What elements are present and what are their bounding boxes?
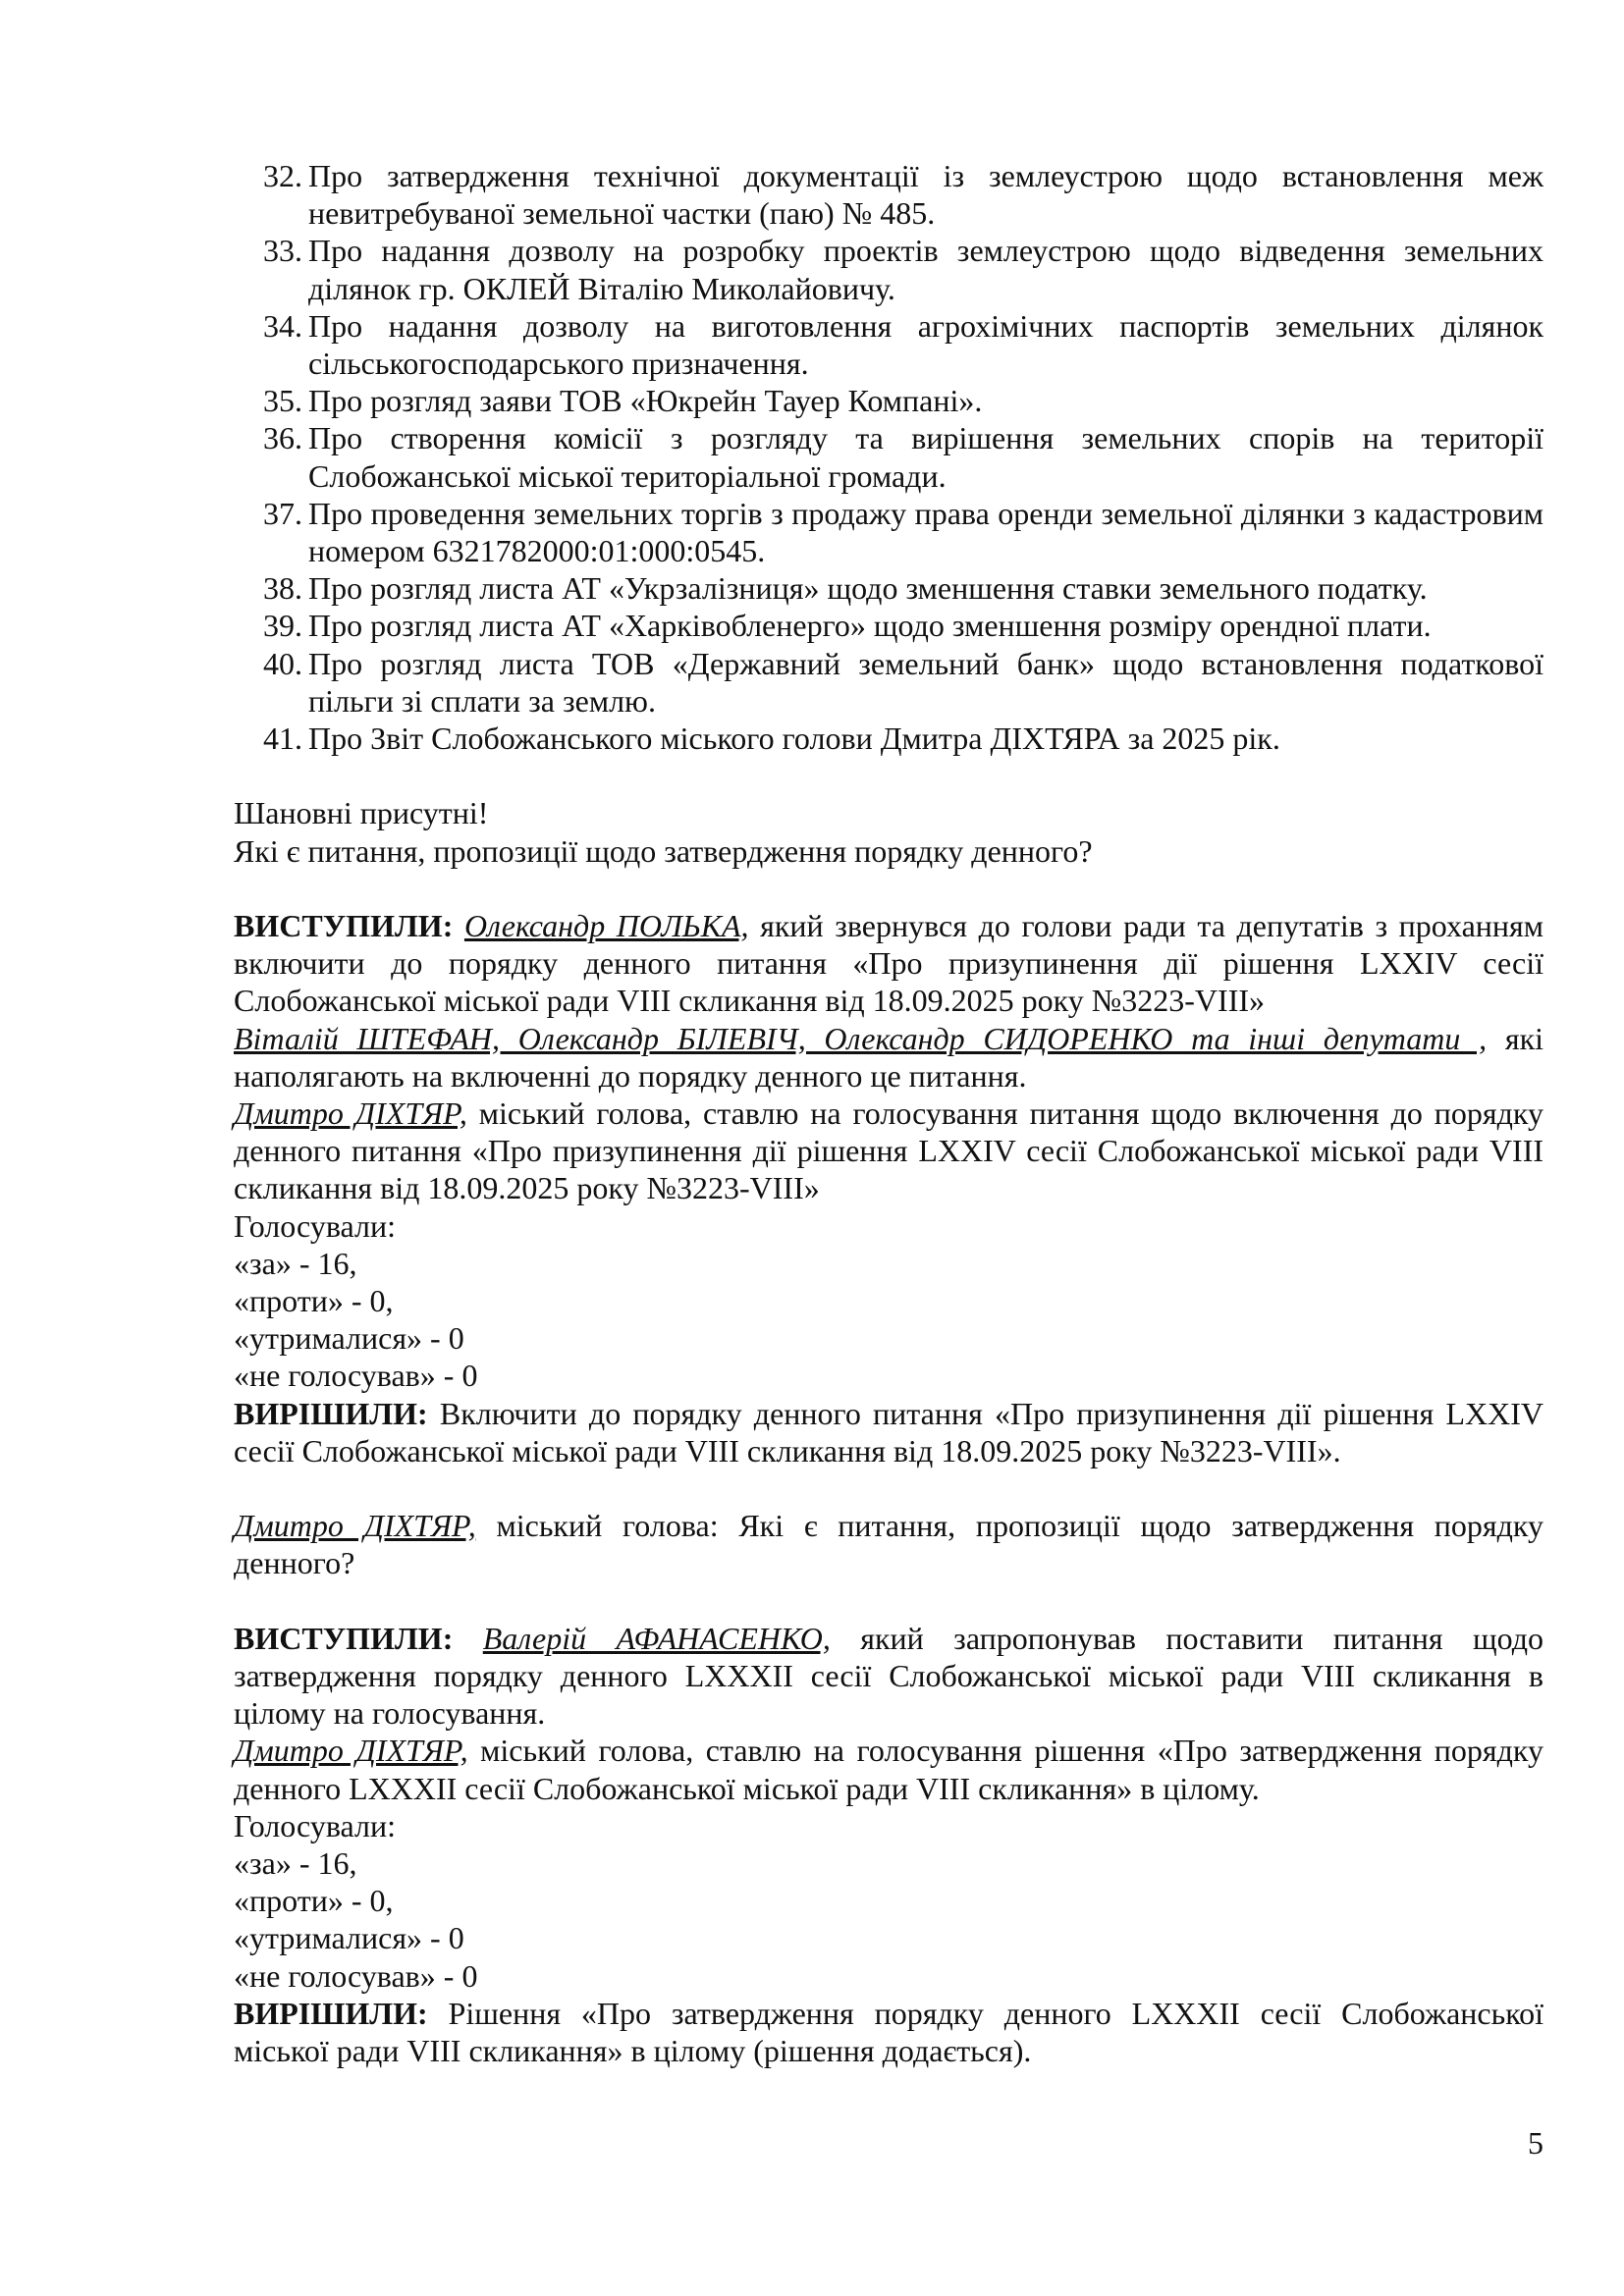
chair-question	[234, 1507, 1543, 1581]
agenda-item-text: Про створення комісії з розгляду та вирішення земельних спорів на території Слобожанської міської територіальної громади.	[308, 420, 1543, 494]
agenda-list	[234, 157, 1543, 757]
chair-text: міський голова, ставлю на голосування питання щодо включення до порядку денного питання «Про призупинення дії рішення LXXIV сесії Слобожанської міської ради VIII скликання від 18.09.2025 року №3223-VIII»	[234, 1095, 1543, 1206]
agenda-item	[234, 157, 1543, 232]
decision-label: ВИРІШИЛИ:	[234, 1395, 428, 1431]
agenda-item-number: 41.	[263, 721, 302, 757]
agenda-item-text: Про затвердження технічної документації із землеустрою щодо встановлення меж невитребуваної земельної частки (паю) № 485.	[308, 158, 1543, 232]
vote-for: «за» - 16,	[234, 1845, 357, 1882]
agenda-item	[234, 307, 1543, 382]
agenda-item-text: Про розгляд листа ТОВ «Державний земельний банк» щодо встановлення податкової пільги зі сплати за землю.	[308, 645, 1543, 719]
agenda-item-text: Про розгляд листа АТ «Харківобленерго» щодо зменшення розміру орендної плати.	[308, 608, 1432, 644]
agenda-item	[234, 645, 1543, 720]
agenda-item	[234, 607, 1543, 644]
agenda-item-text: Про Звіт Слобожанського міського голови Дмитра ДІХТЯРА за 2025 рік.	[308, 721, 1280, 757]
agenda-item-number: 38.	[263, 570, 302, 607]
agenda-item-number: 36.	[263, 420, 302, 456]
decision-text: Рішення «Про затвердження порядку денного LXXXII сесії Слобожанської міської ради VIII скликання» в цілому (рішення додається).	[234, 1995, 1543, 2069]
agenda-item	[234, 495, 1543, 569]
agenda-item	[234, 720, 1543, 757]
speech-text: який звернувся до голови ради та депутатів з проханням включити до порядку денного питання «Про призупинення дії рішення LXXIV сесії Слобожанської міської ради VIII скликання від 18.09.2025 року №3223-VIII»	[234, 908, 1544, 1019]
agenda-item-number: 34.	[263, 307, 302, 344]
vote-abstained: «утрималися» - 0	[234, 1920, 464, 1956]
vote-abstained: «утрималися» - 0	[234, 1320, 464, 1357]
agenda-item-text: Про надання дозволу на розробку проектів землеустрою щодо відведення земельних ділянок гр. ОКЛЕЙ Віталію Миколайовичу.	[308, 233, 1543, 306]
agenda-item-number: 37.	[263, 495, 302, 531]
agenda-item-text: Про надання дозволу на виготовлення агрохімічних паспортів земельних ділянок сільськогосподарського призначення.	[308, 307, 1543, 382]
agenda-item	[234, 232, 1543, 306]
agenda-item-text: Про розгляд заяви ТОВ «Юкрейн Тауер Компані».	[308, 383, 983, 419]
agenda-item-text: Про проведення земельних торгів з продажу права оренди земельної ділянки з кадастровим номером 6321782000:01:000:0545.	[308, 495, 1543, 569]
vote-not-voted: «не голосував» - 0	[234, 1957, 478, 1994]
document-body	[234, 157, 1543, 2069]
page-number: 5	[1528, 2125, 1543, 2161]
speaker-name: Олександр ПОЛЬКА,	[463, 908, 749, 944]
chair-question-text: міський голова: Які є питання, пропозиції щодо затвердження порядку денного?	[234, 1508, 1544, 1581]
chair-name: Дмитро ДІХТЯР,	[234, 1095, 467, 1132]
greeting: Шановні присутні!	[234, 795, 489, 831]
supporters-text: які наполягають на включенні до порядку денного це питання.	[234, 1020, 1544, 1094]
votes-label: Голосували:	[234, 1207, 396, 1244]
agenda-item-number: 35.	[263, 383, 302, 419]
vote-against: «проти» - 0,	[234, 1883, 394, 1919]
speech-text: який запропонував поставити питання щодо затвердження порядку денного LXXXII сесії Слобожанської міської ради VIII скликання в цілому на голосування.	[234, 1620, 1544, 1732]
speakers-label: ВИСТУПИЛИ:	[234, 908, 454, 944]
speakers-label: ВИСТУПИЛИ:	[234, 1620, 454, 1656]
vote-not-voted: «не голосував» - 0	[234, 1358, 478, 1394]
vote-for: «за» - 16,	[234, 1245, 357, 1281]
discussion-block-1	[234, 907, 1543, 1469]
agenda-item-text: Про розгляд листа АТ «Укрзалізниця» щодо зменшення ставки земельного податку.	[308, 570, 1428, 607]
speaker-name: Валерій АФАНАСЕНКО,	[482, 1620, 831, 1656]
agenda-question: Які є питання, пропозиції щодо затвердження порядку денного?	[234, 832, 1093, 869]
chair-text: міський голова, ставлю на голосування рішення «Про затвердження порядку денного LXXXII сесії Слобожанської міської ради VIII скликання» в цілому.	[234, 1733, 1543, 1806]
agenda-item-number: 40.	[263, 645, 302, 681]
agenda-item-number: 39.	[263, 608, 302, 644]
chair-name: Дмитро ДІХТЯР,	[234, 1733, 468, 1769]
agenda-item	[234, 382, 1543, 419]
chair-name: Дмитро ДІХТЯР,	[234, 1508, 476, 1544]
agenda-item-number: 32.	[263, 158, 302, 193]
agenda-item-number: 33.	[263, 233, 302, 269]
agenda-item	[234, 419, 1543, 494]
agenda-item	[234, 569, 1543, 607]
votes-label: Голосували:	[234, 1807, 396, 1843]
decision-label: ВИРІШИЛИ:	[234, 1995, 428, 2031]
decision-text: Включити до порядку денного питання «Про призупинення дії рішення LXXIV сесії Слобожанської міської ради VIII скликання від 18.09.2025 року №3223-VIII».	[234, 1395, 1543, 1468]
discussion-block-2	[234, 1620, 1543, 2069]
vote-against: «проти» - 0,	[234, 1283, 394, 1319]
supporters-names: Віталій ШТЕФАН, Олександр БІЛЕВІЧ, Олександр СИДОРЕНКО та інші депутати ,	[234, 1020, 1488, 1056]
